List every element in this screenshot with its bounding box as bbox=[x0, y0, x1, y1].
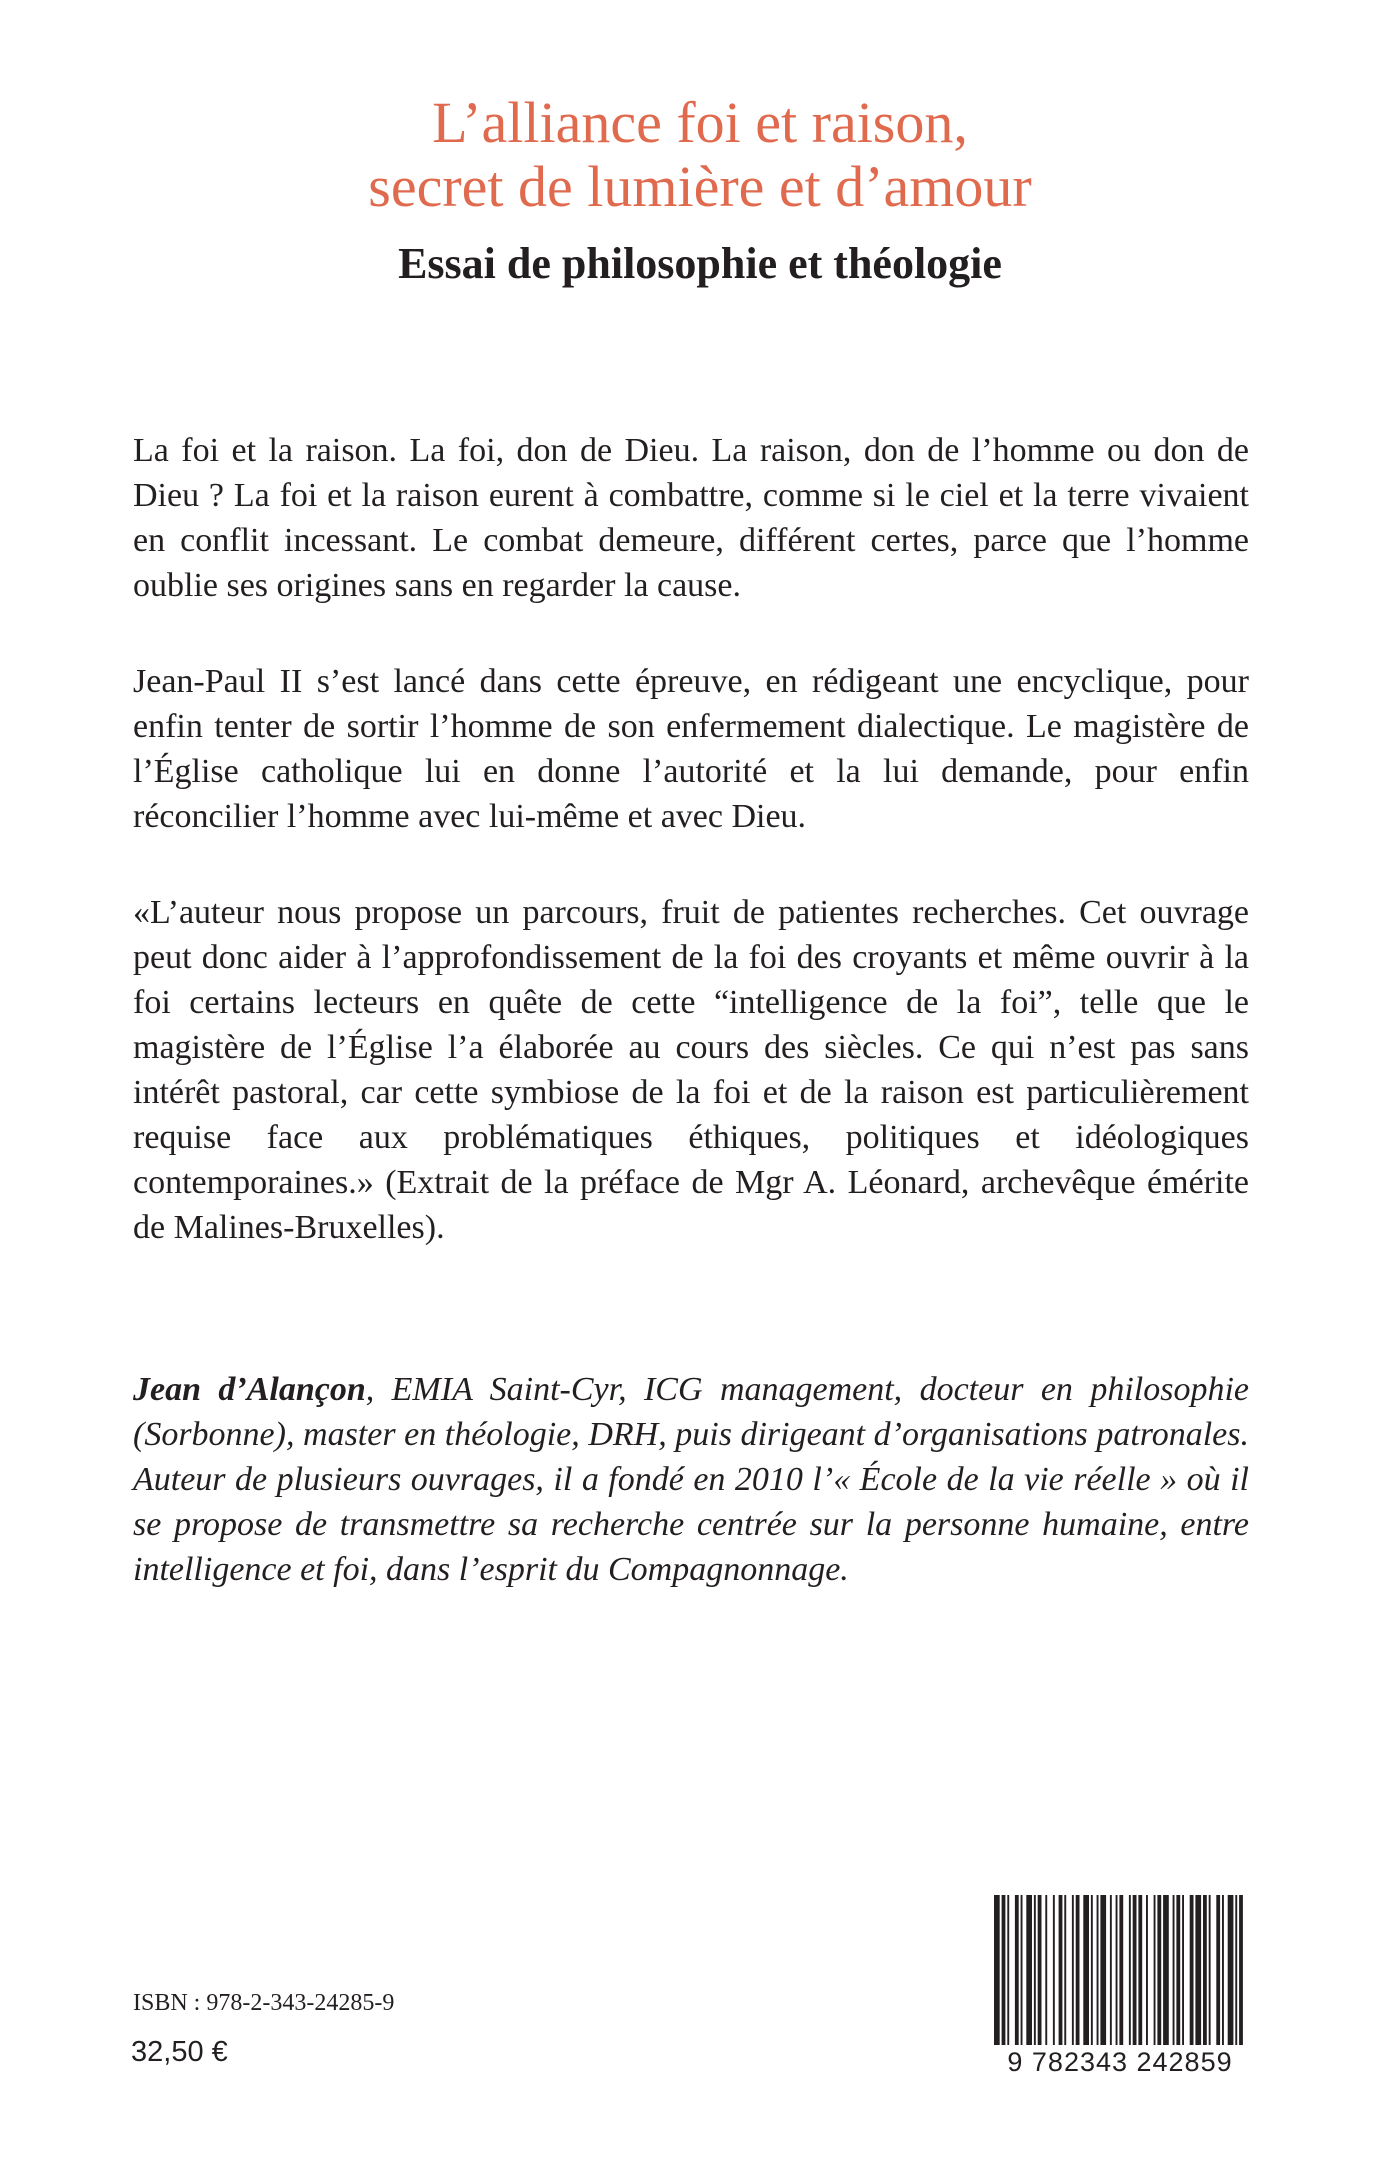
barcode-bar bbox=[1154, 1895, 1156, 2045]
barcode-bar bbox=[1053, 1895, 1055, 2045]
barcode-bar bbox=[1182, 1895, 1184, 2045]
barcode-bar bbox=[1021, 1895, 1023, 2045]
barcode-bar bbox=[1083, 1895, 1089, 2045]
barcode-bar bbox=[1072, 1895, 1074, 2045]
blurb-paragraph-2: Jean-Paul II s’est lancé dans cette épreuve, en rédigeant une encyclique, pour enfin tenter de sortir l’homme de son enfermement dialectique. Le magistère de l’Église catholique lui en donne l’autorité et la lui demande, pour enfin réconcilier l’homme avec lui-même et avec Dieu. bbox=[133, 663, 1249, 835]
author-bio-text: , EMIA Saint-Cyr, ICG management, docteur en philosophie (Sorbonne), master en théologie, DRH, puis dirigeant d’organisations patronales. Auteur de plusieurs ouvrages, il a fondé en 2010 l’« École de la vie réelle » où il se propose de transmettre sa recherche centrée sur la personne humaine, entre intelligence et foi, dans l’esprit du Compagnonnage. bbox=[133, 1371, 1249, 1588]
barcode-bar bbox=[994, 1895, 1000, 2045]
barcode-bar bbox=[1100, 1895, 1106, 2045]
barcode-bar bbox=[1209, 1895, 1211, 2045]
barcode-bar bbox=[1203, 1895, 1207, 2045]
author-name: Jean d’Alançon bbox=[133, 1371, 366, 1408]
preface-quote: «L’auteur nous propose un parcours, fruit de patientes recherches. Cet ouvrage peut donc aider à l’approfondissement de la foi des croyants et même ouvrir à la foi certains lecteurs en quête de cette “intelligence de la foi”, telle que le magistère de l’Église l’a élaborée au cours des siècles. Ce qui n’est pas sans intérêt pastoral, car cette symbiose de la foi et de la raison est particulièrement requise face aux problématiques éthiques, politiques et idéologiques contemporaines.» (Extrait de la préface de Mgr A. Léonard, archevêque émérite de Malines-Bruxelles). bbox=[133, 894, 1249, 1246]
barcode-bar bbox=[1119, 1895, 1123, 2045]
book-subtitle: Essai de philosophie et théologie bbox=[398, 239, 1002, 288]
barcode-bar bbox=[1038, 1895, 1042, 2045]
barcode-bar bbox=[1129, 1895, 1131, 2045]
barcode-bar bbox=[1034, 1895, 1036, 2045]
barcode-bar bbox=[1173, 1895, 1175, 2045]
barcode-bar bbox=[1002, 1895, 1006, 2045]
blurb-paragraph-1: La foi et la raison. La foi, don de Dieu. La raison, don de l’homme ou don de Dieu ? La foi et la raison eurent à combattre, comme si le ciel et la terre vivaient en conflit incessant. Le combat demeure, différent certes, parce que l’homme oublie ses origines sans en regarder la cause. bbox=[133, 432, 1249, 604]
barcode-digits: 9 782343 242859 bbox=[1007, 2047, 1233, 2077]
barcode-bar bbox=[1091, 1895, 1093, 2045]
barcode-bar bbox=[1007, 1895, 1009, 2045]
barcode-bar bbox=[1163, 1895, 1169, 2045]
book-title-line-2: secret de lumière et d’amour bbox=[368, 154, 1032, 219]
barcode-bars bbox=[990, 1891, 1250, 2051]
barcode-bar bbox=[1190, 1895, 1194, 2045]
barcode-bar bbox=[1157, 1895, 1161, 2045]
author-bio bbox=[133, 1367, 1249, 1592]
price-label: 32,50 € bbox=[131, 2036, 228, 2068]
barcode-bar bbox=[1138, 1895, 1142, 2045]
barcode-bar bbox=[1059, 1895, 1063, 2045]
barcode-bar bbox=[1146, 1895, 1148, 2045]
barcode-bar bbox=[1216, 1895, 1220, 2045]
barcode-bar bbox=[1116, 1895, 1118, 2045]
barcode-bar bbox=[1222, 1895, 1224, 2045]
book-title-line-1: L’alliance foi et raison, bbox=[432, 90, 968, 155]
barcode-bar bbox=[1133, 1895, 1137, 2045]
barcode-bar bbox=[1045, 1895, 1047, 2045]
barcode-bar bbox=[1239, 1895, 1243, 2045]
isbn-label: ISBN : 978-2-343-24285-9 bbox=[133, 1990, 395, 2016]
barcode-bar bbox=[1176, 1895, 1180, 2045]
barcode-bar bbox=[1228, 1895, 1234, 2045]
barcode-bar bbox=[1097, 1895, 1099, 2045]
barcode-bar bbox=[1195, 1895, 1201, 2045]
barcode-bar bbox=[1076, 1895, 1080, 2045]
barcode-bar bbox=[1026, 1895, 1032, 2045]
barcode-bar bbox=[1110, 1895, 1112, 2045]
barcode-bar bbox=[1015, 1895, 1019, 2045]
barcode-bar bbox=[1235, 1895, 1237, 2045]
barcode-bar bbox=[1064, 1895, 1066, 2045]
